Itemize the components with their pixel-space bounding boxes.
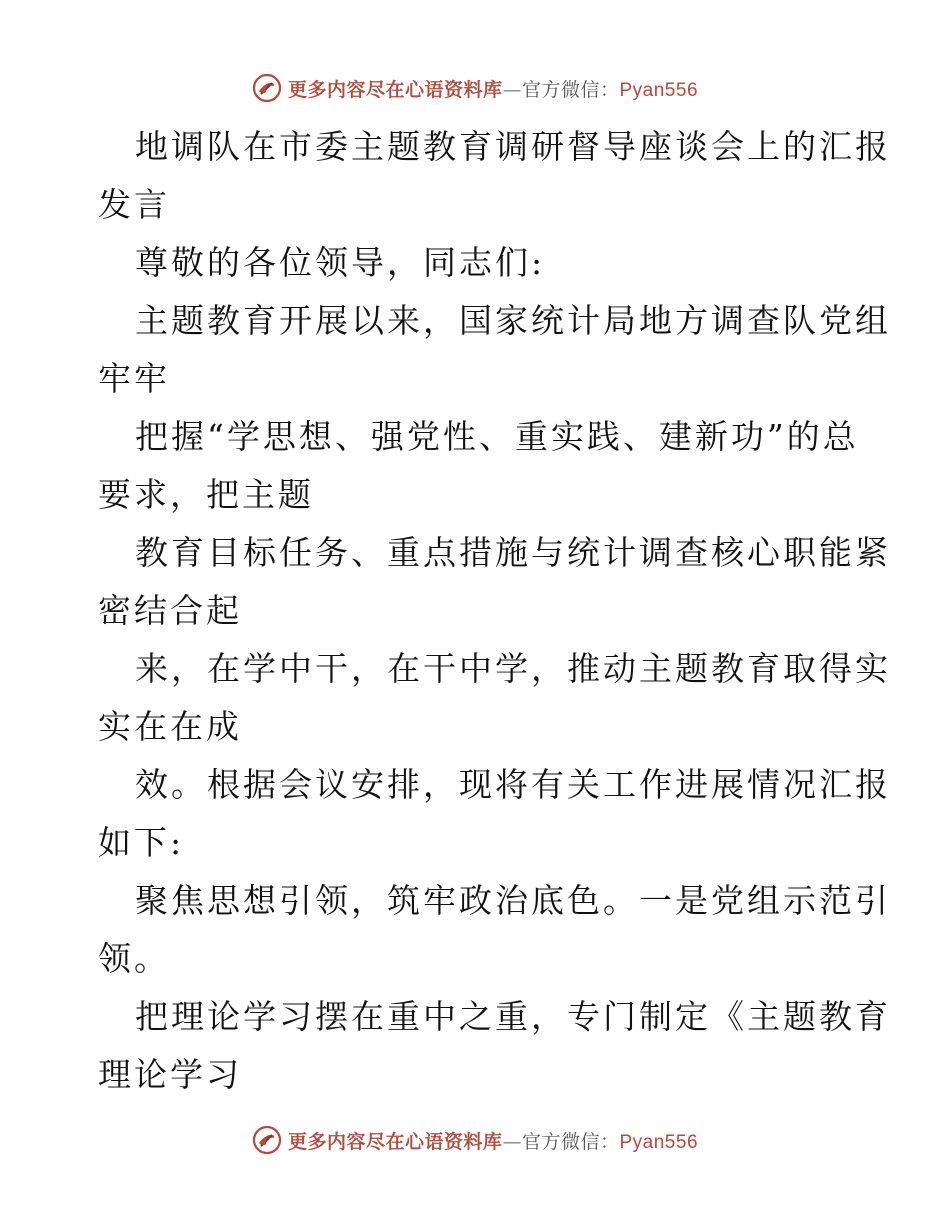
- body-line: 密结合起: [98, 591, 242, 630]
- body-line: 牢牢: [98, 359, 170, 398]
- body-line: 效。根据会议安排，现将有关工作进展情况汇报: [135, 765, 891, 804]
- body-line: 聚焦思想引领，筑牢政治底色。一是党组示范引: [135, 881, 891, 920]
- watermark-official-label: 官方微信：: [521, 1130, 620, 1153]
- body-line: 如下:: [98, 823, 185, 862]
- watermark-dash: —: [502, 78, 522, 101]
- body-line: 来，在学中干，在干中学，推动主题教育取得实: [135, 649, 891, 688]
- body-line: 领。: [98, 939, 170, 978]
- watermark-main-text: 更多内容尽在心语资料库: [287, 1130, 503, 1153]
- body-line: 教育目标任务、重点措施与统计调查核心职能紧: [135, 533, 891, 572]
- book-logo-icon: [252, 1125, 282, 1155]
- watermark-official-label: 官方微信：: [521, 78, 620, 101]
- watermark-wechat-id: Pyan556: [619, 79, 699, 101]
- footer-watermark: [0, 1120, 950, 1160]
- body-line: 把理论学习摆在重中之重，专门制定《主题教育: [135, 997, 891, 1036]
- book-logo-icon: [252, 73, 282, 103]
- document-body: [98, 118, 891, 1104]
- watermark-dash: —: [502, 1130, 522, 1153]
- watermark-wechat-id: Pyan556: [619, 1131, 699, 1153]
- watermark-main-text: 更多内容尽在心语资料库: [287, 78, 503, 101]
- body-line: 要求，把主题: [98, 475, 314, 514]
- header-watermark: [0, 68, 950, 108]
- title-line-2: 发言: [98, 185, 170, 224]
- salutation-line: 尊敬的各位领导，同志们:: [135, 243, 546, 282]
- body-line: 把握“学思想、强党性、重实践、建新功”的总: [135, 417, 859, 456]
- body-line: 主题教育开展以来，国家统计局地方调查队党组: [135, 301, 891, 340]
- body-line: 实在在成: [98, 707, 242, 746]
- title-line-1: 地调队在市委主题教育调研督导座谈会上的汇报: [135, 127, 891, 166]
- body-line: 理论学习: [98, 1055, 242, 1094]
